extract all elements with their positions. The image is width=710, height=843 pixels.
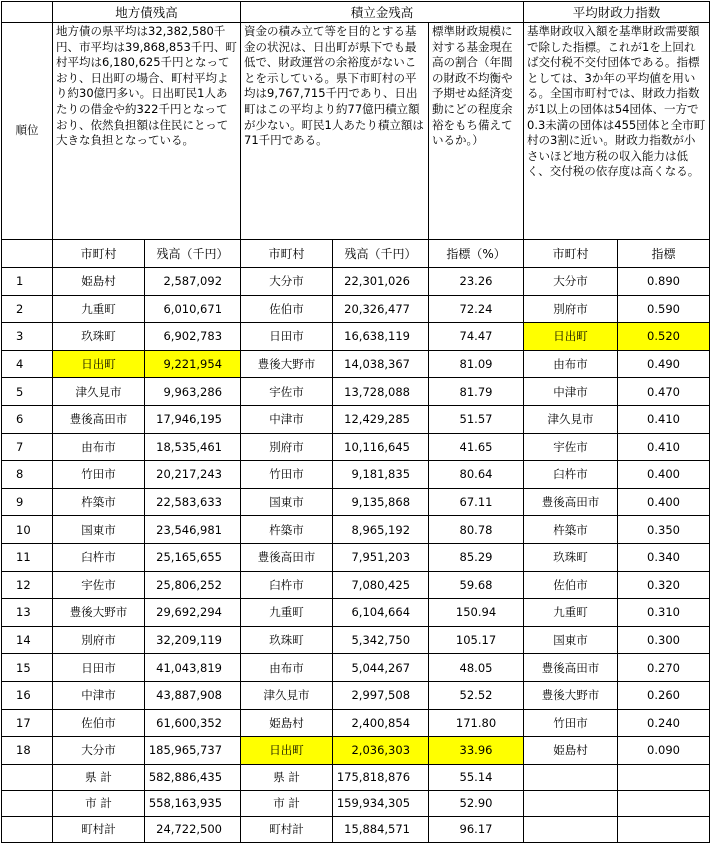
- reserve-amount-cell: 10,116,645: [333, 433, 429, 461]
- debt-amount-cell: 22,583,633: [145, 488, 241, 516]
- subheader-reserve-amount: 残高（千円）: [333, 240, 429, 268]
- table-row: [2, 571, 710, 599]
- header-reserve: 積立金残高: [241, 2, 524, 23]
- reserve-muni-cell: 豊後高田市: [241, 543, 333, 571]
- debt-muni-cell: 国東市: [53, 516, 145, 544]
- subheader-reserve-muni: 市町村: [241, 240, 333, 268]
- debt-total-label: 市 計: [53, 790, 145, 816]
- debt-muni-cell: 豊後高田市: [53, 405, 145, 433]
- reserve-total-label: 市 計: [241, 790, 333, 816]
- table-row: [2, 599, 710, 627]
- debt-total-value: 582,886,435: [145, 764, 241, 790]
- reserve-ratio-cell: 80.64: [429, 461, 524, 489]
- table-row: [2, 323, 710, 351]
- header-blank: [2, 2, 53, 23]
- totals-row: [2, 764, 710, 790]
- debt-amount-cell: 185,965,737: [145, 737, 241, 765]
- reserve-amount-cell: 2,997,508: [333, 681, 429, 709]
- subheader-ratio: 指標（%）: [429, 240, 524, 268]
- reserve-amount-cell: 12,429,285: [333, 405, 429, 433]
- reserve-amount-cell: 13,728,088: [333, 378, 429, 406]
- fiscal-muni-cell: 豊後高田市: [524, 488, 618, 516]
- fiscal-index-cell: 0.270: [618, 654, 710, 682]
- debt-muni-cell: 宇佐市: [53, 571, 145, 599]
- reserve-muni-cell: 佐伯市: [241, 295, 333, 323]
- header-debt: 地方債残高: [53, 2, 241, 23]
- reserve-muni-cell: 姫島村: [241, 709, 333, 737]
- reserve-ratio-cell: 33.96: [429, 737, 524, 765]
- debt-amount-cell: 29,692,294: [145, 599, 241, 627]
- reserve-amount-cell: 16,638,119: [333, 323, 429, 351]
- reserve-amount-cell: 7,080,425: [333, 571, 429, 599]
- reserve-ratio-description: 標準財政規模に対する基金現在高の割合（年間の財政不均衡や予期せぬ経済変動にどの程度余裕をもち備えているか。）: [429, 23, 524, 240]
- table-row: [2, 295, 710, 323]
- reserve-amount-cell: 7,951,203: [333, 543, 429, 571]
- table-row: [2, 350, 710, 378]
- fiscal-total-blank: [618, 764, 710, 790]
- fiscal-muni-cell: 津久見市: [524, 405, 618, 433]
- table-row: [2, 433, 710, 461]
- fiscal-index-cell: 0.090: [618, 737, 710, 765]
- fiscal-muni-cell: 九重町: [524, 599, 618, 627]
- reserve-ratio-cell: 41.65: [429, 433, 524, 461]
- debt-muni-cell: 中津市: [53, 681, 145, 709]
- fiscal-muni-cell: 豊後高田市: [524, 654, 618, 682]
- reserve-total-value: 159,934,305: [333, 790, 429, 816]
- debt-muni-cell: 玖珠町: [53, 323, 145, 351]
- fiscal-index-cell: 0.890: [618, 268, 710, 296]
- subheader-debt-amount: 残高（千円）: [145, 240, 241, 268]
- totals-body: [2, 764, 710, 842]
- reserve-total-value: 15,884,571: [333, 816, 429, 842]
- reserve-total-label: 県 計: [241, 764, 333, 790]
- rank-cell: 17: [2, 709, 53, 737]
- fiscal-total-blank: [524, 816, 618, 842]
- totals-blank-cell: [2, 790, 53, 816]
- rank-cell: 14: [2, 626, 53, 654]
- fiscal-total-blank: [524, 764, 618, 790]
- reserve-description: 資金の積み立て等を目的とする基金の状況は、日出町が県下でも最低で、財政運営の余裕度がないことを示している。県下市町村の平均は9,767,715千円であり、日出町はこの平均より約77億円積立額が少ない。町民1人あたり積立額は71千円である。: [241, 23, 429, 240]
- fiscal-total-blank: [618, 816, 710, 842]
- debt-muni-cell: 由布市: [53, 433, 145, 461]
- reserve-amount-cell: 2,400,854: [333, 709, 429, 737]
- rank-label: 順位: [2, 23, 53, 240]
- fiscal-total-blank: [618, 790, 710, 816]
- reserve-ratio-cell: 67.11: [429, 488, 524, 516]
- table-row: [2, 543, 710, 571]
- reserve-total-label: 町村計: [241, 816, 333, 842]
- reserve-muni-cell: 日田市: [241, 323, 333, 351]
- reserve-ratio-cell: 81.79: [429, 378, 524, 406]
- fiscal-muni-cell: 杵築市: [524, 516, 618, 544]
- table-row: [2, 681, 710, 709]
- fiscal-description: 基準財政収入額を基準財政需要額で除した指標。これが1を上回れば交付税不交付団体である。指標としては、3か年の平均値を用いる。全国市町村では、財政力指数が1以上の団体は54団体、一方で0.3未満の団体は455団体と全市町村の3割に近い。財政力指数が小さいほど地方税の収入能力は低く、交付税の依存度は高くなる。: [524, 23, 710, 240]
- table-row: [2, 737, 710, 765]
- description-row: [2, 23, 710, 240]
- reserve-total-value: 175,818,876: [333, 764, 429, 790]
- rank-cell: 1: [2, 268, 53, 296]
- debt-total-value: 24,722,500: [145, 816, 241, 842]
- fiscal-index-cell: 0.470: [618, 378, 710, 406]
- rank-cell: 12: [2, 571, 53, 599]
- reserve-ratio-cell: 59.68: [429, 571, 524, 599]
- rank-cell: 2: [2, 295, 53, 323]
- rank-cell: 16: [2, 681, 53, 709]
- debt-muni-cell: 姫島村: [53, 268, 145, 296]
- fiscal-muni-cell: 中津市: [524, 378, 618, 406]
- table-row: [2, 709, 710, 737]
- debt-amount-cell: 43,887,908: [145, 681, 241, 709]
- fiscal-index-cell: 0.340: [618, 543, 710, 571]
- reserve-ratio-cell: 171.80: [429, 709, 524, 737]
- rank-cell: 11: [2, 543, 53, 571]
- municipal-finance-table: [1, 1, 710, 843]
- reserve-amount-cell: 2,036,303: [333, 737, 429, 765]
- fiscal-index-cell: 0.400: [618, 461, 710, 489]
- reserve-total-ratio: 52.90: [429, 790, 524, 816]
- reserve-muni-cell: 日出町: [241, 737, 333, 765]
- reserve-muni-cell: 豊後大野市: [241, 350, 333, 378]
- subheader-fiscal-muni: 市町村: [524, 240, 618, 268]
- reserve-amount-cell: 9,135,868: [333, 488, 429, 516]
- fiscal-muni-cell: 豊後大野市: [524, 681, 618, 709]
- fiscal-muni-cell: 姫島村: [524, 737, 618, 765]
- debt-muni-cell: 杵築市: [53, 488, 145, 516]
- fiscal-muni-cell: 別府市: [524, 295, 618, 323]
- debt-amount-cell: 20,217,243: [145, 461, 241, 489]
- reserve-muni-cell: 中津市: [241, 405, 333, 433]
- reserve-muni-cell: 臼杵市: [241, 571, 333, 599]
- debt-amount-cell: 6,902,783: [145, 323, 241, 351]
- header-row: [2, 2, 710, 23]
- fiscal-muni-cell: 佐伯市: [524, 571, 618, 599]
- totals-row: [2, 790, 710, 816]
- fiscal-muni-cell: 竹田市: [524, 709, 618, 737]
- rank-cell: 7: [2, 433, 53, 461]
- reserve-ratio-cell: 23.26: [429, 268, 524, 296]
- debt-muni-cell: 日出町: [53, 350, 145, 378]
- table-row: [2, 488, 710, 516]
- reserve-ratio-cell: 80.78: [429, 516, 524, 544]
- fiscal-index-cell: 0.590: [618, 295, 710, 323]
- fiscal-index-cell: 0.260: [618, 681, 710, 709]
- reserve-muni-cell: 大分市: [241, 268, 333, 296]
- debt-muni-cell: 津久見市: [53, 378, 145, 406]
- reserve-ratio-cell: 81.09: [429, 350, 524, 378]
- debt-amount-cell: 32,209,119: [145, 626, 241, 654]
- debt-amount-cell: 9,963,286: [145, 378, 241, 406]
- fiscal-index-cell: 0.410: [618, 433, 710, 461]
- reserve-muni-cell: 杵築市: [241, 516, 333, 544]
- rank-cell: 9: [2, 488, 53, 516]
- debt-muni-cell: 九重町: [53, 295, 145, 323]
- rank-cell: 3: [2, 323, 53, 351]
- rank-cell: 18: [2, 737, 53, 765]
- debt-amount-cell: 18,535,461: [145, 433, 241, 461]
- rank-cell: 4: [2, 350, 53, 378]
- reserve-amount-cell: 14,038,367: [333, 350, 429, 378]
- table-row: [2, 461, 710, 489]
- debt-muni-cell: 佐伯市: [53, 709, 145, 737]
- fiscal-index-cell: 0.310: [618, 599, 710, 627]
- header-fiscal: 平均財政力指数: [524, 2, 710, 23]
- debt-amount-cell: 25,165,655: [145, 543, 241, 571]
- table-row: [2, 378, 710, 406]
- fiscal-total-blank: [524, 790, 618, 816]
- reserve-amount-cell: 22,301,026: [333, 268, 429, 296]
- reserve-total-ratio: 55.14: [429, 764, 524, 790]
- table-row: [2, 626, 710, 654]
- reserve-muni-cell: 玖珠町: [241, 626, 333, 654]
- reserve-amount-cell: 5,342,750: [333, 626, 429, 654]
- fiscal-muni-cell: 宇佐市: [524, 433, 618, 461]
- subheader-fiscal-index: 指標: [618, 240, 710, 268]
- fiscal-muni-cell: 玖珠町: [524, 543, 618, 571]
- totals-row: [2, 816, 710, 842]
- reserve-ratio-cell: 150.94: [429, 599, 524, 627]
- debt-amount-cell: 61,600,352: [145, 709, 241, 737]
- fiscal-index-cell: 0.320: [618, 571, 710, 599]
- debt-amount-cell: 41,043,819: [145, 654, 241, 682]
- debt-description: 地方債の県平均は32,382,580千円、市平均は39,868,853千円、町村平均は6,180,625千円となっており、日出町の場合、町村平均より約30億円多い。日出町民1人あたりの借金や約322千円となっており、依然負担額は住民にとって大きな負担となっている。: [53, 23, 241, 240]
- table-row: [2, 654, 710, 682]
- reserve-muni-cell: 九重町: [241, 599, 333, 627]
- rank-cell: 5: [2, 378, 53, 406]
- reserve-muni-cell: 宇佐市: [241, 378, 333, 406]
- table-row: [2, 516, 710, 544]
- fiscal-muni-cell: 大分市: [524, 268, 618, 296]
- fiscal-muni-cell: 国東市: [524, 626, 618, 654]
- debt-muni-cell: 竹田市: [53, 461, 145, 489]
- debt-muni-cell: 大分市: [53, 737, 145, 765]
- subheader-blank: [2, 240, 53, 268]
- debt-amount-cell: 9,221,954: [145, 350, 241, 378]
- reserve-ratio-cell: 52.52: [429, 681, 524, 709]
- rank-cell: 8: [2, 461, 53, 489]
- debt-muni-cell: 臼杵市: [53, 543, 145, 571]
- debt-total-label: 県 計: [53, 764, 145, 790]
- reserve-amount-cell: 9,181,835: [333, 461, 429, 489]
- fiscal-index-cell: 0.400: [618, 488, 710, 516]
- debt-muni-cell: 別府市: [53, 626, 145, 654]
- reserve-ratio-cell: 72.24: [429, 295, 524, 323]
- reserve-muni-cell: 別府市: [241, 433, 333, 461]
- debt-amount-cell: 17,946,195: [145, 405, 241, 433]
- debt-amount-cell: 25,806,252: [145, 571, 241, 599]
- fiscal-index-cell: 0.240: [618, 709, 710, 737]
- totals-blank-cell: [2, 816, 53, 842]
- reserve-amount-cell: 6,104,664: [333, 599, 429, 627]
- debt-total-value: 558,163,935: [145, 790, 241, 816]
- ranking-body: [2, 268, 710, 765]
- debt-amount-cell: 23,546,981: [145, 516, 241, 544]
- reserve-ratio-cell: 105.17: [429, 626, 524, 654]
- fiscal-index-cell: 0.520: [618, 323, 710, 351]
- rank-cell: 13: [2, 599, 53, 627]
- table-row: [2, 405, 710, 433]
- fiscal-muni-cell: 臼杵市: [524, 461, 618, 489]
- reserve-muni-cell: 由布市: [241, 654, 333, 682]
- debt-amount-cell: 6,010,671: [145, 295, 241, 323]
- table-row: [2, 268, 710, 296]
- reserve-amount-cell: 8,965,192: [333, 516, 429, 544]
- fiscal-muni-cell: 由布市: [524, 350, 618, 378]
- debt-amount-cell: 2,587,092: [145, 268, 241, 296]
- subheader-debt-muni: 市町村: [53, 240, 145, 268]
- rank-cell: 15: [2, 654, 53, 682]
- reserve-muni-cell: 津久見市: [241, 681, 333, 709]
- debt-muni-cell: 豊後大野市: [53, 599, 145, 627]
- fiscal-muni-cell: 日出町: [524, 323, 618, 351]
- fiscal-index-cell: 0.300: [618, 626, 710, 654]
- reserve-ratio-cell: 48.05: [429, 654, 524, 682]
- reserve-muni-cell: 竹田市: [241, 461, 333, 489]
- fiscal-index-cell: 0.410: [618, 405, 710, 433]
- reserve-total-ratio: 96.17: [429, 816, 524, 842]
- reserve-ratio-cell: 51.57: [429, 405, 524, 433]
- fiscal-index-cell: 0.350: [618, 516, 710, 544]
- fiscal-index-cell: 0.490: [618, 350, 710, 378]
- debt-muni-cell: 日田市: [53, 654, 145, 682]
- reserve-amount-cell: 5,044,267: [333, 654, 429, 682]
- rank-cell: 6: [2, 405, 53, 433]
- reserve-ratio-cell: 74.47: [429, 323, 524, 351]
- debt-total-label: 町村計: [53, 816, 145, 842]
- reserve-ratio-cell: 85.29: [429, 543, 524, 571]
- rank-cell: 10: [2, 516, 53, 544]
- totals-blank-cell: [2, 764, 53, 790]
- reserve-amount-cell: 20,326,477: [333, 295, 429, 323]
- reserve-muni-cell: 国東市: [241, 488, 333, 516]
- subheader-row: [2, 240, 710, 268]
